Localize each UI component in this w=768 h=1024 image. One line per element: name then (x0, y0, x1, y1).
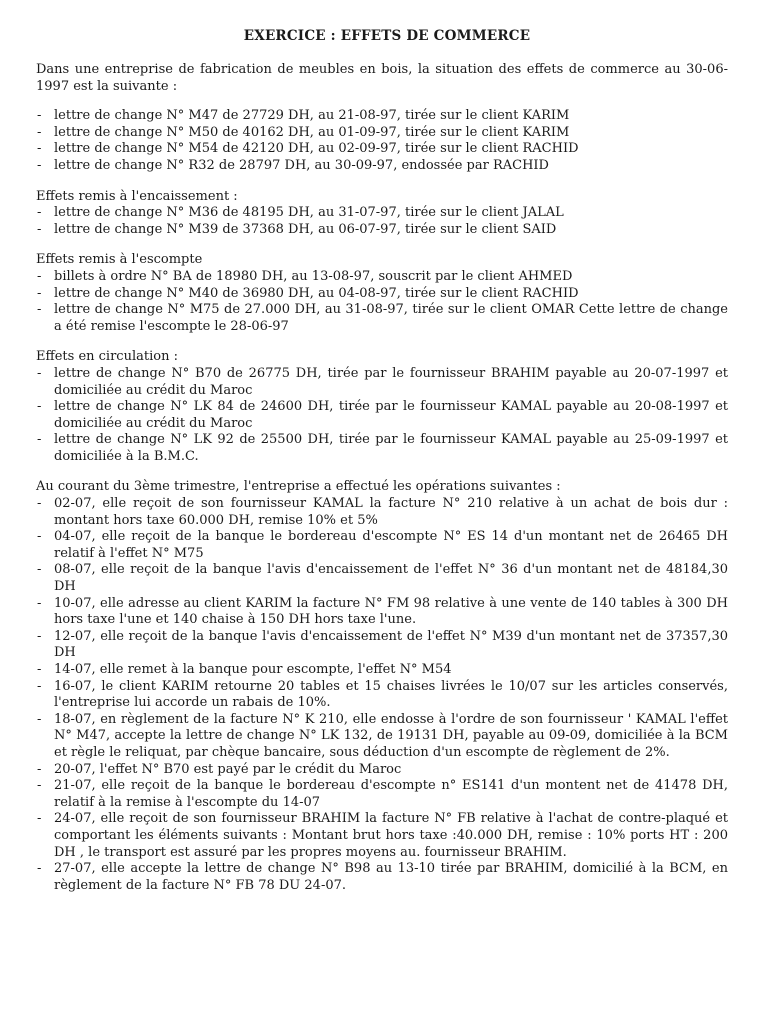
list-item: - 21-07, elle reçoit de la banque le bordereau d'escompte n° ES141 d'un montent net de 41478 DH, relatif à la remise à l'escompte du 14-07 (36, 778, 728, 811)
list-item: - 24-07, elle reçoit de son fournisseur BRAHIM la facture N° FB relative à l'achat de contre-plaqué et comportant les éléments suivants : Montant brut hors taxe :40.000 DH, remise : 10% ports HT : 200 DH , le transport est assuré par les propres moyens au. fournisseur BRAHIM. (36, 811, 728, 861)
intro-paragraph: Dans une entreprise de fabrication de meubles en bois, la situation des effets de commerce au 30-06-1997 est la suivante : (36, 62, 728, 94)
list-item: - 04-07, elle reçoit de la banque le bordereau d'escompte N° ES 14 d'un montant net de 26465 DH relatif à l'effet N° M75 (36, 529, 728, 562)
list-item: - lettre de change N° M54 de 42120 DH, au 02-09-97, tirée sur le client RACHID (36, 141, 728, 158)
list-item: - 08-07, elle reçoit de la banque l'avis d'encaissement de l'effet N° 36 d'un montant net de 48184,30 DH (36, 562, 728, 595)
list-item: - 12-07, elle reçoit de la banque l'avis d'encaissement de l'effet N° M39 d'un montant net de 37357,30 DH (36, 629, 728, 662)
list-item: - lettre de change N° LK 92 de 25500 DH, tirée par le fournisseur KAMAL payable au 25-09-1997 et domiciliée à la B.M.C. (36, 432, 728, 465)
list-item: - lettre de change N° M50 de 40162 DH, au 01-09-97, tirée sur le client KARIM (36, 125, 728, 142)
list-item: - 16-07, le client KARIM retourne 20 tables et 15 chaises livrées le 10/07 sur les articles conservés, l'entreprise lui accorde un rabais de 10%. (36, 679, 728, 712)
operations-list (36, 496, 728, 894)
list-item: - lettre de change N° M36 de 48195 DH, au 31-07-97, tirée sur le client JALAL (36, 205, 728, 222)
operations-section (36, 479, 728, 894)
list-item: - lettre de change N° M75 de 27.000 DH, au 31-08-97, tirée sur le client OMAR Cette lettre de change a été remise l'escompte le 28-06-97 (36, 302, 728, 335)
list-item: - lettre de change N° M40 de 36980 DH, au 04-08-97, tirée sur le client RACHID (36, 286, 728, 303)
circulation-list (36, 366, 728, 466)
section-heading: Au courant du 3ème trimestre, l'entreprise a effectué les opérations suivantes : (36, 479, 561, 495)
encaissement-list (36, 205, 728, 238)
section-heading: Effets remis à l'escompte (36, 252, 203, 268)
escompte-list (36, 269, 728, 335)
list-item: - lettre de change N° M47 de 27729 DH, au 21-08-97, tirée sur le client KARIM (36, 108, 728, 125)
list-item: - 20-07, l'effet N° B70 est payé par le crédit du Maroc (36, 762, 728, 779)
list-item: - 02-07, elle reçoit de son fournisseur KAMAL la facture N° 210 relative à un achat de bois dur : montant hors taxe 60.000 DH, remise 10% et 5% (36, 496, 728, 529)
list-item: - billets à ordre N° BA de 18980 DH, au 13-08-97, souscrit par le client AHMED (36, 269, 728, 286)
document-title: EXERCICE : EFFETS DE COMMERCE (243, 28, 531, 44)
portfolio-list (36, 108, 728, 174)
section-heading: Effets remis à l'encaissement : (36, 188, 238, 204)
list-item: - lettre de change N° M39 de 37368 DH, au 06-07-97, tirée sur le client SAID (36, 222, 728, 239)
list-item: - 18-07, en règlement de la facture N° K 210, elle endosse à l'ordre de son fournisseur ' KAMAL l'effet N° M47, accepte la lettre de change N° LK 132, de 19131 DH, payable au 09-09, domiciliée à la BCM et règle le reliquat, par chèque bancaire, sous déduction d'un escompte de règlement de 2%. (36, 712, 728, 762)
list-item: - lettre de change N° R32 de 28797 DH, au 30-09-97, endossée par RACHID (36, 158, 728, 175)
list-item: - 10-07, elle adresse au client KARIM la facture N° FM 98 relative à une vente de 140 tables à 300 DH hors taxe l'une et 140 chaise à 150 DH hors taxe l'une. (36, 596, 728, 629)
portfolio-section (36, 108, 728, 174)
list-item: - 27-07, elle accepte la lettre de change N° B98 au 13-10 tirée par BRAHIM, domicilié à la BCM, en règlement de la facture N° FB 78 DU 24-07. (36, 861, 728, 894)
escompte-section (36, 252, 728, 335)
list-item: - 14-07, elle remet à la banque pour escompte, l'effet N° M54 (36, 662, 728, 679)
list-item: - lettre de change N° B70 de 26775 DH, tirée par le fournisseur BRAHIM payable au 20-07-1997 et domiciliée au crédit du Maroc (36, 366, 728, 399)
encaissement-section (36, 189, 728, 239)
section-heading: Effets en circulation : (36, 349, 178, 365)
circulation-section (36, 349, 728, 465)
list-item: - lettre de change N° LK 84 de 24600 DH, tirée par le fournisseur KAMAL payable au 20-08-1997 et domiciliée au crédit du Maroc (36, 399, 728, 432)
